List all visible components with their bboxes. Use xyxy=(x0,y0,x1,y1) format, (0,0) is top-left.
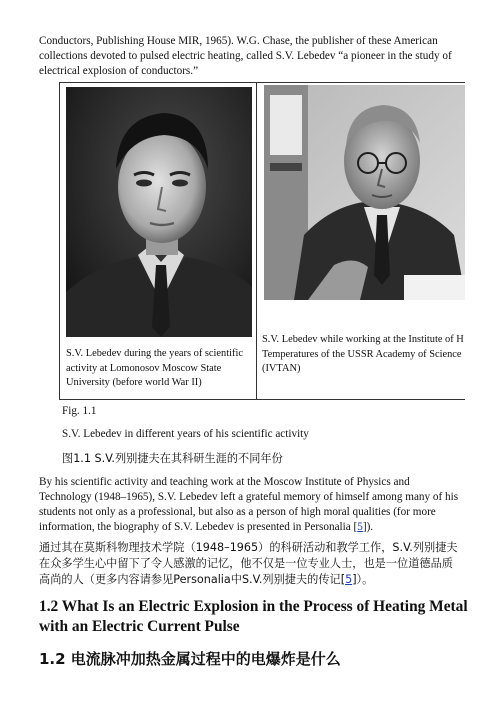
body-zh-text-end: ]）。 xyxy=(352,573,374,586)
body-paragraph-en xyxy=(39,475,464,535)
caption-right-line: Temperatures of the USSR Academy of Science xyxy=(262,348,462,360)
caption-left-line: activity at Lomonosov Moscow State xyxy=(66,362,222,374)
caption-right-cell xyxy=(262,333,465,377)
section-heading-zh: 1.2 电流脉冲加热金属过程中的电爆炸是什么 xyxy=(39,650,341,668)
body-en-text: By his scientific activity and teaching work at the Moscow Institute of Physics and Technology (1948–1965), S.V. Lebedev left a grateful memory of himself among many of his students not only as a professional, but also as a person of high moral qualities (for more information, the biography of S.V. Lebedev is presented in Personalia [ xyxy=(39,476,459,533)
table-cell-divider xyxy=(256,83,257,400)
body-zh-text: 通过其在莫斯科物理技术学院（1948–1965）的科研活动和教学工作，S.V.列别捷夫在众多学生心中留下了令人感激的记忆，他不仅是一位专业人士，也是一位道德品质高尚的人（更多内容请参见Personalia中S.V.列别捷夫的传记[ xyxy=(39,541,458,586)
figure-table xyxy=(59,82,465,400)
section-heading-en: 1.2 What Is an Electric Explosion in the Process of Heating Metal with an Electric Current Pulse xyxy=(39,598,468,635)
reference-link-5-zh[interactable]: 5 xyxy=(345,573,353,586)
figure-caption-en: S.V. Lebedev in different years of his scientific activity xyxy=(62,428,309,440)
caption-left-line: University (before world War II) xyxy=(66,377,202,388)
body-paragraph-zh xyxy=(39,540,464,588)
reference-link-5[interactable]: 5 xyxy=(357,521,363,533)
caption-right-line: S.V. Lebedev while working at the Institute of H xyxy=(262,334,464,345)
caption-right-line: (IVTAN) xyxy=(262,363,301,374)
caption-left-line: S.V. Lebedev during the years of scientific xyxy=(66,348,243,359)
photo-young-lebedev xyxy=(66,87,252,337)
figure-label: Fig. 1.1 xyxy=(62,405,97,417)
caption-left-cell xyxy=(66,347,252,391)
figure-caption-zh: 图1.1 S.V.列别捷夫在其科研生涯的不同年份 xyxy=(62,452,283,465)
photo-older-lebedev xyxy=(264,85,465,300)
intro-paragraph: Conductors, Publishing House MIR, 1965). W.G. Chase, the publisher of these American collections devoted to pulsed electric heating, called S.V. Lebedev “a pioneer in the study of electrical explosion of conductors.” xyxy=(39,35,452,77)
body-en-text-end: ]). xyxy=(362,521,374,533)
